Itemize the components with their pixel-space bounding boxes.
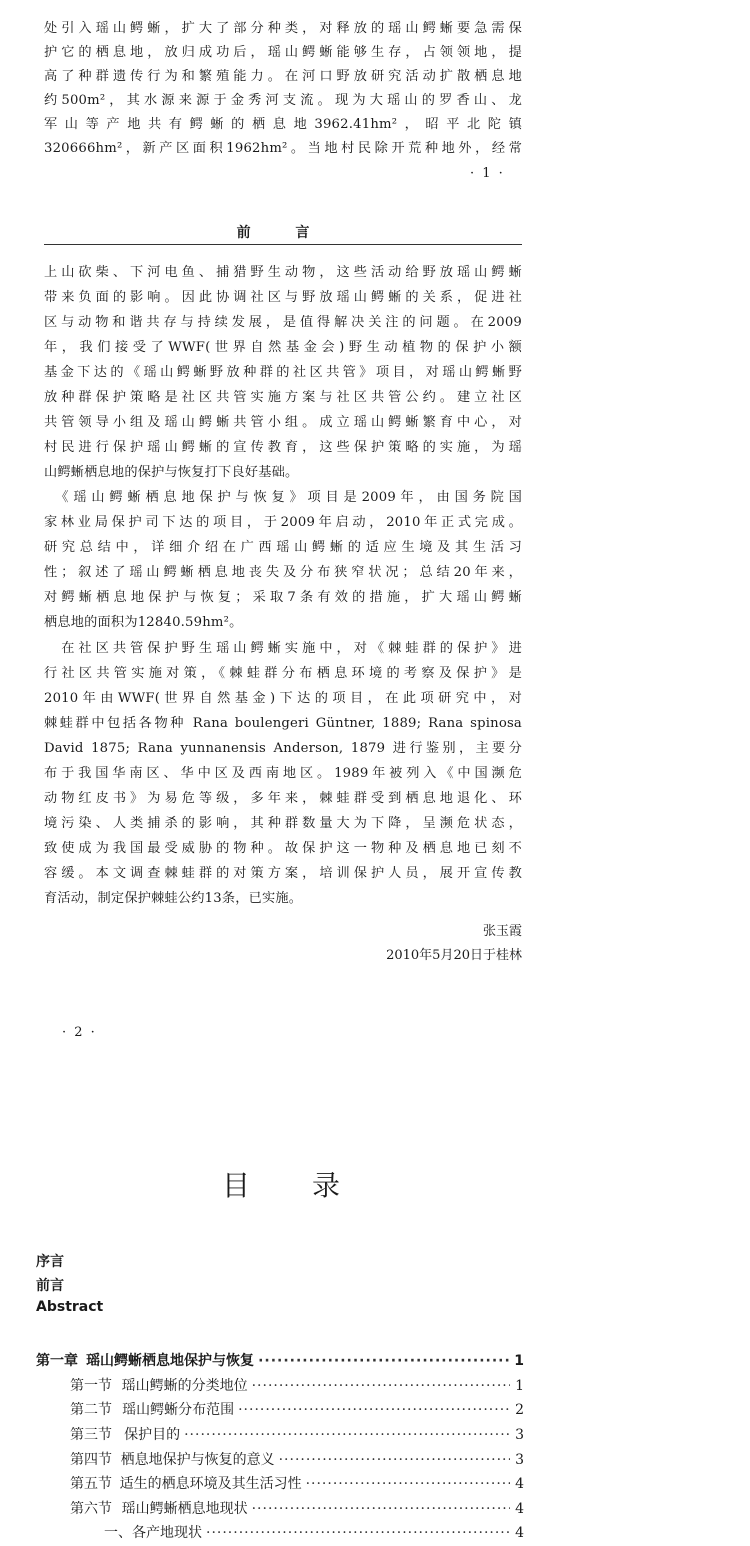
page1-line: 高了种群遗传行为和繁殖能力。在河口野放研究活动扩散栖息地	[44, 69, 522, 84]
toc-section-title: 瑶山鳄蜥分布范围	[122, 1402, 235, 1418]
toc-section-label: 第五节	[70, 1476, 112, 1492]
page1-line: 处引入瑶山鳄蜥，扩大了部分种类，对释放的瑶山鳄蜥要急需保	[44, 21, 522, 36]
toc-title: 目录	[222, 1169, 403, 1202]
page2-line: 山鳄蜥栖息地的保护与恢复打下良好基础。	[44, 465, 299, 480]
page2-line: 《瑶山鳄蜥栖息地保护与恢复》项目是2009年，由国务院国	[44, 490, 522, 505]
toc-front-preface[interactable]: 序言	[36, 1254, 64, 1270]
toc-section[interactable]	[70, 1449, 524, 1469]
toc-chapter-label: 第一章	[36, 1353, 78, 1369]
page2-line: 区与动物和谐共存与持续发展，是值得解决关注的问题。在2009	[44, 315, 522, 330]
page2-line: 性；叙述了瑶山鳄蜥栖息地丧失及分布狭窄状况；总结20年来，	[44, 565, 522, 580]
signature-name: 张玉霞	[482, 924, 522, 939]
toc-page-number: 1	[515, 1378, 524, 1394]
toc-section-title: 瑶山鳄蜥的分类地位	[121, 1378, 248, 1394]
toc-section-title: 栖息地保护与恢复的意义	[120, 1452, 275, 1468]
toc-section[interactable]	[70, 1498, 524, 1518]
page2-line: 研究总结中，详细介绍在广西瑶山鳄蜥的适应生境及其生活习	[44, 540, 522, 555]
toc-subsection[interactable]	[104, 1522, 524, 1542]
page2-line: 上山砍柴、下河电鱼、捕猎野生动物，这些活动给野放瑶山鳄蜥	[44, 265, 522, 280]
toc-section-label: 第二节	[70, 1402, 112, 1418]
page2-line: 动物红皮书》为易危等级，多年来，棘蛙群受到栖息地退化、环	[44, 791, 522, 806]
toc-section-title: 保护目的	[124, 1427, 181, 1443]
page1-line: 320666hm²，新产区面积1962hm²。当地村民除开荒种地外，经常	[44, 141, 522, 156]
page2-line: 年，我们接受了WWF(世界自然基金会)野生动植物的保护小额	[44, 340, 522, 355]
page2-number: · 2 ·	[62, 1025, 97, 1040]
page2-line: David 1875; Rana yunnanensis Anderson, 1879 进行鉴别，主要分	[44, 741, 522, 756]
toc-page-number: 2	[515, 1402, 524, 1418]
toc-section-title: 适生的栖息环境及其生活习性	[119, 1476, 302, 1492]
toc-section[interactable]	[70, 1399, 524, 1419]
toc-page-number: 4	[515, 1501, 524, 1517]
toc-leader	[238, 1402, 510, 1418]
page2-line: 带来负面的影响。因此协调社区与野放瑶山鳄蜥的关系，促进社	[44, 290, 522, 305]
page2-line: 容缓。本文调查棘蛙群的对策方案，培训保护人员，展开宣传教	[44, 866, 522, 881]
toc-leader	[279, 1452, 510, 1468]
toc-section[interactable]	[70, 1375, 524, 1395]
toc-page-number: 3	[515, 1427, 524, 1443]
toc-section[interactable]	[70, 1424, 524, 1444]
page1-line: 军山等产地共有鳄蜥的栖息地3962.41hm²，昭平北陀镇	[44, 117, 522, 132]
page1-line: 约500m²，其水源来源于金秀河支流。现为大瑶山的罗香山、龙	[44, 93, 522, 108]
toc-subsection-title: 一、各产地现状	[104, 1525, 202, 1541]
toc-section-label: 第一节	[70, 1378, 112, 1394]
toc-leader	[206, 1525, 510, 1541]
toc-page-number: 4	[515, 1525, 524, 1541]
page2-line: 放种群保护策略是社区共管实施方案与社区共管公约。建立社区	[44, 390, 522, 405]
page2-line: 棘蛙群中包括各物种 Rana boulengeri Güntner, 1889; Rana spinosa	[44, 716, 522, 731]
page2-line: 栖息地的面积为12840.59hm²。	[44, 615, 243, 630]
toc-section[interactable]	[70, 1473, 524, 1493]
page2-line: 共管领导小组及瑶山鳄蜥共管小组。成立瑶山鳄蜥繁育中心，对	[44, 415, 522, 430]
page2-line: 行社区共管实施对策，《棘蛙群分布栖息环境的考察及保护》是	[44, 666, 522, 681]
toc-page-number: 3	[515, 1452, 524, 1468]
toc-leader	[258, 1353, 510, 1369]
page1-line: 护它的栖息地，放归成功后，瑶山鳄蜥能够生存，占领领地，提	[44, 45, 522, 60]
page1-number: · 1 ·	[470, 166, 505, 181]
page2-line: 布于我国华南区、华中区及西南地区。1989年被列入《中国濒危	[44, 766, 522, 781]
page2-line: 2010年由WWF(世界自然基金)下达的项目，在此项研究中，对	[44, 691, 522, 706]
page2-running-header: 前 言	[236, 225, 330, 241]
toc-front-abstract[interactable]: Abstract	[36, 1299, 104, 1315]
toc-leader	[306, 1476, 510, 1492]
toc-section-label: 第六节	[70, 1501, 112, 1517]
page2-line: 致使成为我国最受威胁的物种。故保护这一物种及栖息地已刻不	[44, 841, 522, 856]
toc-page-number: 1	[514, 1353, 524, 1369]
page2-line: 基金下达的《瑶山鳄蜥野放种群的社区共管》项目，对瑶山鳄蜥野	[44, 365, 522, 380]
page2-line: 境污染、人类捕杀的影响，其种群数量大为下降，呈濒危状态，	[44, 816, 522, 831]
toc-leader	[252, 1501, 510, 1517]
toc-page-number: 4	[515, 1476, 524, 1492]
toc-leader	[184, 1427, 510, 1443]
page2-line: 对鳄蜥栖息地保护与恢复；采取7条有效的措施，扩大瑶山鳄蜥	[44, 590, 522, 605]
toc-chapter-1[interactable]	[36, 1350, 524, 1370]
page2-line: 育活动，制定保护棘蛙公约13条，已实施。	[44, 891, 303, 906]
toc-section-label: 第三节	[70, 1427, 112, 1443]
toc-leader	[252, 1378, 510, 1394]
page2-line: 在社区共管保护野生瑶山鳄蜥实施中，对《棘蛙群的保护》进	[44, 641, 522, 656]
header-rule	[44, 244, 522, 245]
toc-chapter-title: 瑶山鳄蜥栖息地保护与恢复	[86, 1353, 255, 1369]
page2-line: 村民进行保护瑶山鳄蜥的宣传教育，这些保护策略的实施，为瑶	[44, 440, 522, 455]
toc-section-title: 瑶山鳄蜥栖息地现状	[121, 1501, 248, 1517]
signature-date: 2010年5月20日于桂林	[386, 948, 522, 963]
page2-line: 家林业局保护司下达的项目，于2009年启动，2010年正式完成。	[44, 515, 522, 530]
toc-section-label: 第四节	[70, 1452, 112, 1468]
toc-front-foreword[interactable]: 前言	[36, 1278, 64, 1294]
